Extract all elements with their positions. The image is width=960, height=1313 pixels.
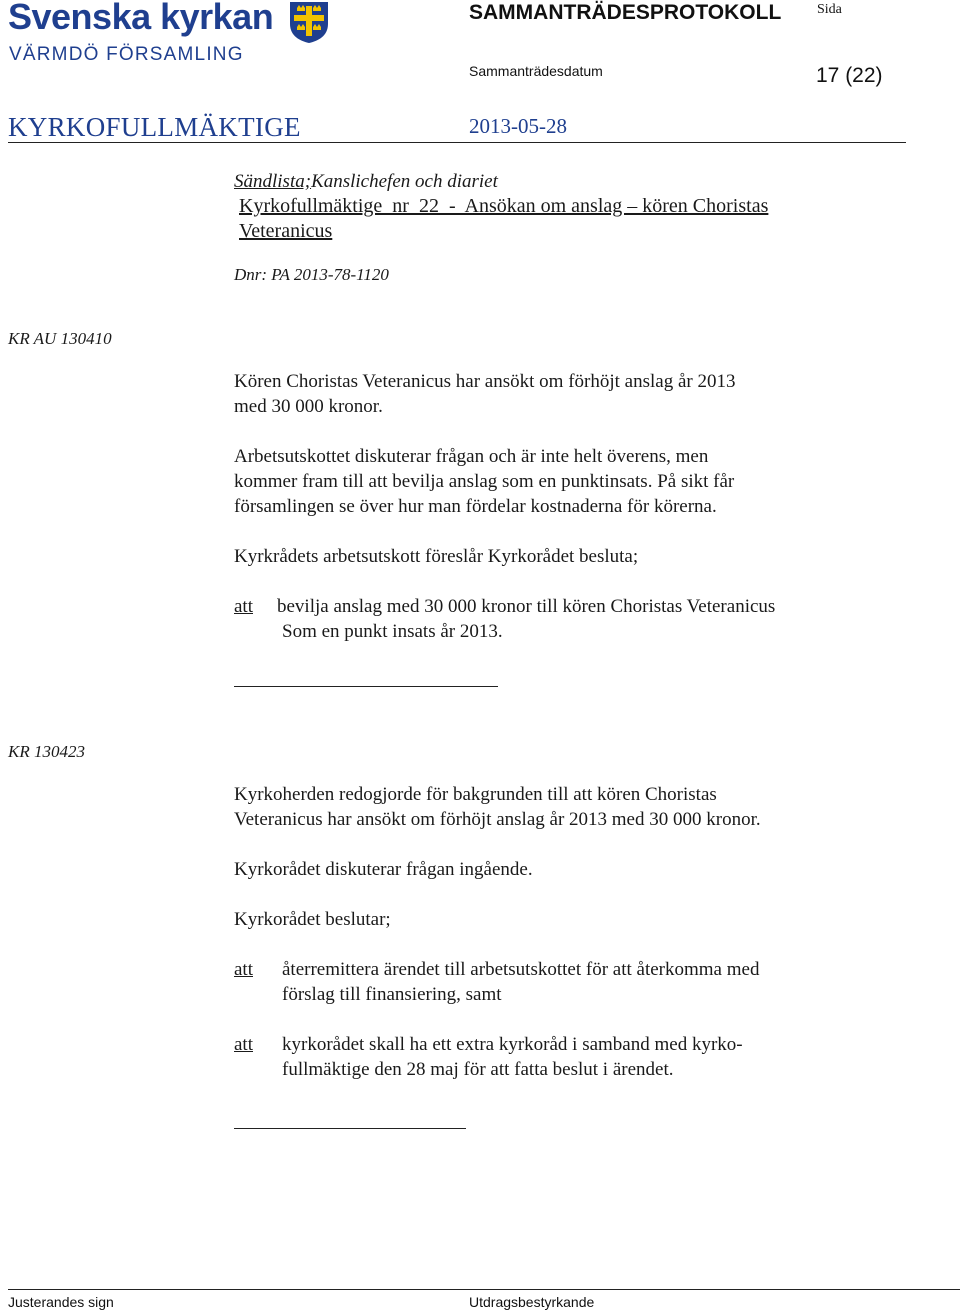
kr-au-paragraph-1 (234, 369, 735, 419)
diary-number: Dnr: PA 2013-78-1120 (234, 265, 389, 284)
kr-paragraph-3: Kyrkorådet beslutar; (234, 909, 391, 930)
kr-au-att-marker: att (234, 596, 253, 617)
footer-certification-label: Utdragsbestyrkande (469, 1294, 595, 1310)
kr-au-proposal-line-2: Som en punkt insats år 2013. (282, 621, 503, 642)
kr-au-reference: KR AU 130410 (8, 329, 112, 348)
text-line: Veteranicus har ansökt om förhöjt anslag år 2013 med 30 000 kronor. (234, 809, 761, 830)
header-divider (8, 142, 906, 143)
logo-wordmark: Svenska kyrkan (8, 0, 274, 37)
kr-au-paragraph-2 (234, 444, 734, 519)
section-divider (234, 686, 498, 687)
text-line: fullmäktige den 28 maj för att fatta beslut i ärendet. (282, 1059, 674, 1080)
text-line: förslag till finansiering, samt (282, 984, 502, 1005)
kr-decision-1 (282, 957, 759, 1007)
distribution-line (234, 169, 498, 194)
kr-paragraph-1 (234, 782, 761, 832)
text-line: Arbetsutskottet diskuterar frågan och är inte helt överens, men (234, 446, 709, 467)
distribution-recipients: Kanslichefen och diariet (311, 171, 498, 192)
kr-reference: KR 130423 (8, 742, 85, 761)
meeting-date: 2013-05-28 (469, 114, 567, 138)
page-label: Sida (817, 2, 842, 17)
text-line: Kören Choristas Veteranicus har ansökt om förhöjt anslag år 2013 (234, 371, 736, 392)
footer-divider (8, 1289, 960, 1290)
text-line: återremittera ärendet till arbetsutskottet för att återkomma med (282, 959, 760, 980)
kr-decision-2 (282, 1032, 743, 1082)
document-type: SAMMANTRÄDESPROTOKOLL (469, 1, 782, 24)
kr-att-marker-1: att (234, 959, 253, 980)
agenda-title-line-2: Veteranicus (239, 220, 333, 242)
agenda-title-line-1: Kyrkofullmäktige nr 22 - Ansökan om anslag – kören Choristas (239, 195, 769, 217)
text-line: kyrkorådet skall ha ett extra kyrkoråd i samband med kyrko- (282, 1034, 743, 1055)
kr-au-paragraph-3: Kyrkrådets arbetsutskott föreslår Kyrkorådet besluta; (234, 546, 639, 567)
kr-paragraph-2: Kyrkorådet diskuterar frågan ingående. (234, 859, 533, 880)
section-end-divider (234, 1128, 466, 1129)
kr-att-marker-2: att (234, 1034, 253, 1055)
text-line: Kyrkoherden redogjorde för bakgrunden till att kören Choristas (234, 784, 717, 805)
church-crest-icon (288, 0, 330, 44)
text-line: församlingen se över hur man fördelar kostnaderna för körerna. (234, 496, 717, 517)
text-line: kommer fram till att bevilja anslag som en punktinsats. På sikt får (234, 471, 735, 492)
body-name: KYRKOFULLMÄKTIGE (8, 112, 301, 142)
footer-initials-label: Justerandes sign (8, 1294, 114, 1310)
logo-subtitle: VÄRMDÖ FÖRSAMLING (9, 44, 244, 65)
page-number: 17 (22) (816, 64, 883, 87)
distribution-label: Sändlista; (234, 171, 312, 192)
kr-au-proposal-line-1: bevilja anslag med 30 000 kronor till kören Choristas Veteranicus (277, 596, 776, 617)
text-line: med 30 000 kronor. (234, 396, 383, 417)
meeting-date-label: Sammanträdesdatum (469, 63, 603, 79)
